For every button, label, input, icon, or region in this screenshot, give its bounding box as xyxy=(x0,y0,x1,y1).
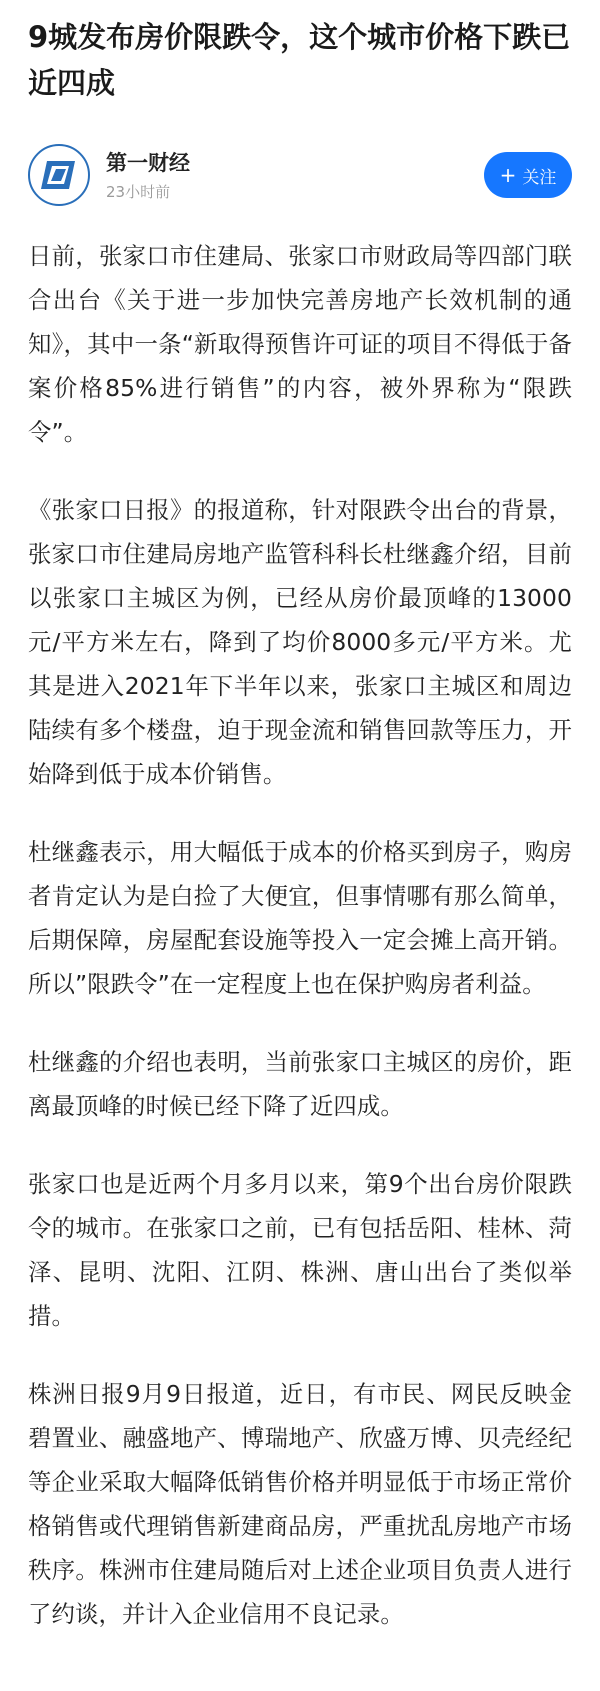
publish-time: 23小时前 xyxy=(106,183,171,201)
paragraph: 杜继鑫的介绍也表明，当前张家口主城区的房价，距离最顶峰的时候已经下降了近四成。 xyxy=(28,1048,572,1120)
article-body xyxy=(28,234,572,1636)
article-title: 9城发布房价限跌令，这个城市价格下跌已近四成 xyxy=(28,20,571,100)
paragraph: 日前，张家口市住建局、张家口市财政局等四部门联合出台《关于进一步加快完善房地产长效机制的通知》，其中一条“新取得预售许可证的项目不得低于备案价格85%进行销售”的内容，被外界称为“限跌令”。 xyxy=(28,242,572,446)
paragraph: 张家口也是近两个月多月以来，第9个出台房价限跌令的城市。在张家口之前，已有包括岳阳、桂林、菏泽、昆明、沈阳、江阴、株洲、唐山出台了类似举措。 xyxy=(28,1170,572,1330)
author-name[interactable]: 第一财经 xyxy=(106,151,190,175)
author-avatar[interactable] xyxy=(28,144,90,206)
paragraph: 株洲日报9月9日报道，近日，有市民、网民反映金碧置业、融盛地产、博瑞地产、欣盛万博、贝壳经纪等企业采取大幅降低销售价格并明显低于市场正常价格销售或代理销售新建商品房，严重扰乱房地产市场秩序。株洲市住建局随后对上述企业项目负责人进行了约谈，并计入企业信用不良记录。 xyxy=(28,1380,572,1628)
follow-button[interactable] xyxy=(484,152,572,198)
plus-icon: + xyxy=(499,163,517,187)
author-bar xyxy=(28,144,572,206)
paragraph: 《张家口日报》的报道称，针对限跌令出台的背景，张家口市住建局房地产监管科科长杜继鑫介绍，目前以张家口主城区为例，已经从房价最顶峰的13000元/平方米左右，降到了均价8000多元/平方米。尤其是进入2021年下半年以来，张家口主城区和周边陆续有多个楼盘，迫于现金流和销售回款等压力，开始降到低于成本价销售。 xyxy=(28,496,572,788)
author-meta xyxy=(106,149,484,201)
follow-label: 关注 xyxy=(522,167,557,188)
yicai-logo-icon xyxy=(39,155,79,195)
paragraph: 杜继鑫表示，用大幅低于成本的价格买到房子，购房者肯定认为是白捡了大便宜，但事情哪有那么简单，后期保障，房屋配套设施等投入一定会摊上高开销。所以”限跌令”在一定程度上也在保护购房者利益。 xyxy=(28,838,572,998)
